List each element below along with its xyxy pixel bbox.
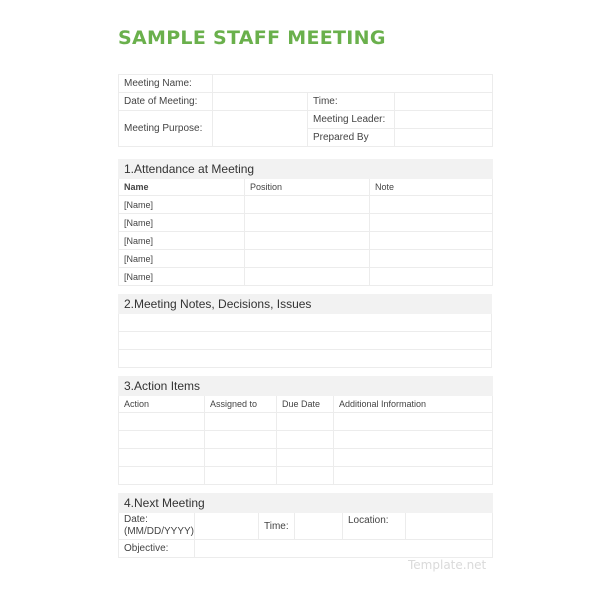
next-date-field[interactable]	[195, 513, 259, 540]
action-cell[interactable]	[119, 431, 205, 449]
due-cell[interactable]	[277, 431, 334, 449]
attendee-position[interactable]	[245, 232, 370, 250]
meeting-purpose-field[interactable]	[213, 111, 308, 147]
prepared-by-label: Prepared By	[308, 129, 395, 147]
next-date-label: Date: (MM/DD/YYYY)	[119, 513, 195, 540]
attendee-position[interactable]	[245, 196, 370, 214]
next-location-label: Location:	[343, 513, 406, 540]
meeting-leader-label: Meeting Leader:	[308, 111, 395, 129]
date-of-meeting-label: Date of Meeting:	[119, 93, 213, 111]
col-additional-info: Additional Information	[334, 396, 493, 413]
col-action: Action	[119, 396, 205, 413]
attendee-note[interactable]	[370, 196, 493, 214]
col-due-date: Due Date	[277, 396, 334, 413]
col-position: Position	[245, 179, 370, 196]
assigned-cell[interactable]	[205, 413, 277, 431]
info-cell[interactable]	[334, 467, 493, 485]
meeting-name-label: Meeting Name:	[119, 75, 213, 93]
assigned-cell[interactable]	[205, 431, 277, 449]
attendee-name[interactable]: [Name]	[119, 250, 245, 268]
next-time-label: Time:	[259, 513, 295, 540]
next-location-field[interactable]	[406, 513, 493, 540]
attendee-name[interactable]: [Name]	[119, 268, 245, 286]
info-cell[interactable]	[334, 413, 493, 431]
due-cell[interactable]	[277, 413, 334, 431]
due-cell[interactable]	[277, 467, 334, 485]
attendee-name[interactable]: [Name]	[119, 232, 245, 250]
col-note: Note	[370, 179, 493, 196]
info-cell[interactable]	[334, 449, 493, 467]
assigned-cell[interactable]	[205, 467, 277, 485]
attendee-name[interactable]: [Name]	[119, 214, 245, 232]
attendee-position[interactable]	[245, 268, 370, 286]
objective-label: Objective:	[119, 540, 195, 558]
next-meeting-heading: 4.Next Meeting	[119, 494, 493, 513]
action-items-table	[118, 376, 493, 485]
notes-line[interactable]	[119, 350, 492, 368]
objective-field[interactable]	[195, 540, 493, 558]
meeting-purpose-label: Meeting Purpose:	[119, 111, 213, 147]
info-cell[interactable]	[334, 431, 493, 449]
action-items-heading: 3.Action Items	[119, 377, 493, 396]
attendee-note[interactable]	[370, 268, 493, 286]
action-cell[interactable]	[119, 467, 205, 485]
action-cell[interactable]	[119, 413, 205, 431]
meeting-name-field[interactable]	[213, 75, 493, 93]
attendee-note[interactable]	[370, 250, 493, 268]
notes-line[interactable]	[119, 314, 492, 332]
notes-table	[118, 294, 492, 368]
col-name: Name	[119, 179, 245, 196]
document-title: SAMPLE STAFF MEETING	[118, 27, 386, 49]
attendee-position[interactable]	[245, 250, 370, 268]
notes-line[interactable]	[119, 332, 492, 350]
attendee-note[interactable]	[370, 214, 493, 232]
meeting-leader-field[interactable]	[395, 111, 493, 129]
prepared-by-field[interactable]	[395, 129, 493, 147]
next-meeting-table	[118, 493, 493, 558]
due-cell[interactable]	[277, 449, 334, 467]
attendee-name[interactable]: [Name]	[119, 196, 245, 214]
col-assigned-to: Assigned to	[205, 396, 277, 413]
attendance-table	[118, 159, 493, 286]
meeting-info-table	[118, 74, 493, 147]
attendee-position[interactable]	[245, 214, 370, 232]
time-field[interactable]	[395, 93, 493, 111]
notes-heading: 2.Meeting Notes, Decisions, Issues	[119, 295, 492, 314]
date-of-meeting-field[interactable]	[213, 93, 308, 111]
attendance-heading: 1.Attendance at Meeting	[119, 160, 493, 179]
assigned-cell[interactable]	[205, 449, 277, 467]
next-time-field[interactable]	[295, 513, 343, 540]
watermark: Template.net	[408, 558, 487, 572]
attendee-note[interactable]	[370, 232, 493, 250]
time-label: Time:	[308, 93, 395, 111]
action-cell[interactable]	[119, 449, 205, 467]
